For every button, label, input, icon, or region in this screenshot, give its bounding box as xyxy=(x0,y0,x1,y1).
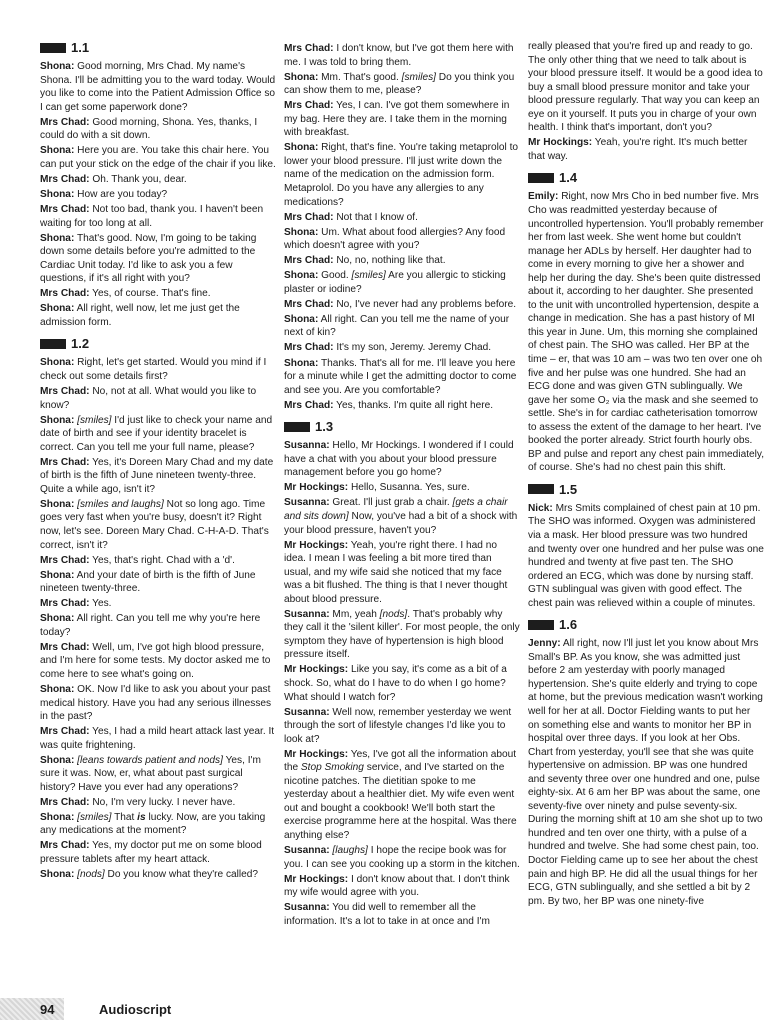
section-number: 1.4 xyxy=(559,170,578,186)
section-heading xyxy=(528,170,764,185)
dialogue-line xyxy=(284,439,520,480)
speaker-name: Shona: xyxy=(284,142,319,154)
spoken-text: Yes, it's Doreen Mary Chad and my date of birth is the fifth of June nineteen twenty-three. Quite a while ago, isn't it? xyxy=(40,456,274,495)
stage-direction: [smiles] xyxy=(77,811,112,823)
dialogue-line xyxy=(284,71,520,98)
section-number: 1.5 xyxy=(559,481,578,497)
dialogue-line xyxy=(40,754,276,795)
spoken-text: Do you know what they're called? xyxy=(104,869,259,881)
speaker-name: Mrs Chad: xyxy=(284,342,334,354)
spoken-text: I don't know, but I've got them here with me. I was told to bring them. xyxy=(284,43,514,68)
section-number: 1.6 xyxy=(559,617,578,632)
speaker-name: Mrs Chad: xyxy=(284,298,334,310)
speaker-name: Susanna: xyxy=(284,497,330,509)
dialogue-line xyxy=(284,901,520,928)
section-marker-block xyxy=(40,339,66,349)
spoken-text: Mrs Smits complained of chest pain at 10 pm. The SHO was informed. Oxygen was administered via a mask. Her blood pressure was two hundred and twenty over one hundred and her pulse was one hundred and twenty at five past ten. The SHO ordered an ECG, which was done by nursing staff. GTN sublingual was given with good effect. The chest pain was relieved within a couple of minutes. xyxy=(528,502,764,609)
dialogue-line xyxy=(40,796,276,810)
spoken-text: Are you allergic to sticking plaster or iodine? xyxy=(284,270,506,295)
speaker-name: Shona: xyxy=(40,869,75,881)
section-heading xyxy=(284,419,520,434)
spoken-text: No, I've never had any problems before. xyxy=(333,298,517,310)
audioscript-column-1 xyxy=(40,40,276,883)
spoken-text: OK. Now I'd like to ask you about your past medical history. Have you had any serious illnesses in the past? xyxy=(40,683,272,723)
spoken-text: Oh. Thank you, dear. xyxy=(89,173,187,185)
dialogue-line xyxy=(40,811,276,838)
spoken-text: That xyxy=(111,811,138,823)
dialogue-line xyxy=(40,232,276,286)
dialogue-line xyxy=(40,456,276,497)
dialogue-line xyxy=(284,539,520,607)
speaker-name: Nick: xyxy=(528,502,553,514)
dialogue-line xyxy=(284,341,520,355)
dialogue-line xyxy=(528,190,764,474)
dialogue-line xyxy=(40,725,276,752)
spoken-text: lucky. Now, are you taking any medications at the moment? xyxy=(40,811,266,837)
speaker-name: Mrs Chad: xyxy=(40,288,90,300)
stage-direction: [leans towards patient and nods] xyxy=(77,754,223,766)
spoken-text: No, no, nothing like that. xyxy=(333,255,446,267)
spoken-text: Well, um, I've got high blood pressure, and I'm here for some tests. My doctor asked me to come here to see what's going on. xyxy=(40,641,271,680)
speaker-name: Mr Hockings: xyxy=(284,748,349,760)
dialogue-line xyxy=(40,188,276,202)
dialogue-line xyxy=(284,706,520,747)
spoken-text: Yes, my doctor put me on some blood pressure tablets after my heart attack. xyxy=(40,840,262,866)
speaker-name: Shona: xyxy=(40,414,75,426)
dialogue-line xyxy=(40,60,276,114)
spoken-text: No, I'm very lucky. I never have. xyxy=(89,796,236,808)
section-marker-block xyxy=(528,484,554,494)
speaker-name: Shona: xyxy=(284,71,319,83)
section-heading xyxy=(40,40,276,55)
speaker-name: Mrs Chad: xyxy=(284,100,334,112)
dialogue-line xyxy=(40,356,276,383)
stage-direction: [smiles and laughs] xyxy=(77,498,164,510)
spoken-text: All right. Can you tell me the name of your next of kin? xyxy=(284,313,510,339)
audioscript-column-3 xyxy=(528,40,764,910)
dialogue-line xyxy=(284,748,520,843)
speaker-name: Mrs Chad: xyxy=(40,554,90,566)
spoken-text: . That's probably why they call it the 'silent killer'. For most people, the only symptom they have of hypertension is high blood pressure itself. xyxy=(284,608,520,661)
page-footer xyxy=(0,996,768,1024)
speaker-name: Shona: xyxy=(40,613,75,625)
spoken-text: Great. I'll just grab a chair. xyxy=(329,497,453,509)
dialogue-line xyxy=(284,873,520,900)
dialogue-line xyxy=(40,839,276,866)
spoken-text: Yes, thanks. I'm quite all right here. xyxy=(333,399,494,411)
spoken-text: really pleased that you're fired up and ready to go. The only other thing that we need to talk about is your blood pressure itself. It would be a good idea to buy a small blood pressure monitor and take your blood pressure regularly. That way you can keep an eye on it yourself. It puts you in charge of your own health. I think that's important, don't you? xyxy=(528,41,763,134)
speaker-name: Mrs Chad: xyxy=(40,173,90,185)
speaker-name: Mrs Chad: xyxy=(40,456,90,468)
speaker-name: Shona: xyxy=(40,188,75,200)
dialogue-line xyxy=(284,844,520,871)
speaker-name: Shona: xyxy=(40,498,75,510)
section-number: 1.1 xyxy=(71,39,90,55)
spoken-text: Good. xyxy=(318,270,352,282)
speaker-name: Susanna: xyxy=(284,440,330,452)
dialogue-line xyxy=(40,116,276,143)
speaker-name: Shona: xyxy=(40,61,75,72)
stage-direction: [smiles] xyxy=(351,270,386,282)
speaker-name: Shona: xyxy=(40,357,75,369)
dialogue-line xyxy=(40,498,276,552)
section-heading xyxy=(528,482,764,497)
spoken-text: Yes, that's right. Chad with a 'd'. xyxy=(89,554,235,566)
stage-direction: [smiles] xyxy=(401,71,436,83)
speaker-name: Shona: xyxy=(40,303,75,315)
spoken-text: All right, now I'll just let you know about Mrs Small's BP. As you know, she was admitted just before 2 am yesterday with poorly managed hypertension. She's quite elderly and trying to cope at home, but the previous medication wasn't working well for her at all. Doctor Fielding wants to put her on something else and wants to monitor her BP in hospital over three days. If you look at her Obs. Chart from yesterday, you'll see that she was quite hypertensive on admission. BP was one hundred and seventy three over one hundred and one, pulse eighty-six. At 6 am her BP was about the same, one seventy-five over ninety and pulse seventy-six. During the morning shift at 10 am she shot up to two hundred and ten over one thirty, with a pulse of a hundred and twelve. She had some chest pain, too. Doctor Fielding came up to see her about the chest pain and high BP. He did all the usual things for her ECG, GTN sublingually, and she settled a bit by 2 pm. By two, her BP was one ninety-five xyxy=(528,638,763,907)
dialogue-line xyxy=(40,302,276,329)
spoken-text: And your date of birth is the fifth of June nineteen twenty-three. xyxy=(40,569,256,595)
stage-direction: [gets a chair and sits down] xyxy=(284,497,508,522)
stage-direction: Stop Smoking xyxy=(300,762,364,774)
spoken-text: Good morning, Mrs Chad. My name's Shona. I'll be admitting you to the ward today. Would you like to come into the Patient Admission Office so I can get some paperwork done? xyxy=(40,61,276,113)
speaker-name: Shona: xyxy=(284,270,319,282)
speaker-name: Mrs Chad: xyxy=(40,796,90,808)
section-marker-block xyxy=(528,620,554,630)
spoken-text: Yes, I'm sure it was. Now, er, what about past surgical history? Have you ever had any operations? xyxy=(40,754,261,793)
spoken-text: Like you say, it's come as a bit of a shock. So, what do I have to do when I go home? What should I watch for? xyxy=(284,664,507,703)
dialogue-line xyxy=(40,144,276,171)
speaker-name: Susanna: xyxy=(284,608,330,620)
spoken-text: Well now, remember yesterday we went through the sort of lifestyle changes I'd like you to look at? xyxy=(284,706,512,745)
dialogue-line xyxy=(284,226,520,253)
speaker-name: Shona: xyxy=(40,232,75,244)
speaker-name: Shona: xyxy=(284,313,319,325)
speaker-name: Shona: xyxy=(40,683,75,695)
dialogue-line xyxy=(40,385,276,412)
speaker-name: Mrs Chad: xyxy=(284,211,334,223)
speaker-name: Mrs Chad: xyxy=(40,726,90,738)
emphasis-text: is xyxy=(137,811,146,823)
section-number: 1.2 xyxy=(71,336,90,352)
spoken-text: Um. What about food allergies? Any food which doesn't agree with you? xyxy=(284,226,506,252)
dialogue-line xyxy=(40,683,276,724)
spoken-text: I don't know about that. I don't think my wife would agree with you. xyxy=(284,873,510,899)
speaker-name: Shona: xyxy=(40,145,75,157)
spoken-text: It's my son, Jeremy. Jeremy Chad. xyxy=(333,342,492,354)
section-marker-block xyxy=(528,173,554,183)
speaker-name: Emily: xyxy=(528,191,559,203)
dialogue-line xyxy=(40,612,276,639)
spoken-text: Now, you've had a bit of a shock with your blood pressure, haven't you? xyxy=(284,510,518,536)
dialogue-line xyxy=(284,399,520,413)
speaker-name: Mr Hockings: xyxy=(284,482,349,494)
speaker-name: Shona: xyxy=(40,811,75,823)
stage-direction: [nods] xyxy=(379,608,408,620)
spoken-text: I'd just like to check your name and date of birth and see if your identity bracelet is correct. Can you tell me your full name, please? xyxy=(40,414,273,453)
speaker-name: Susanna: xyxy=(284,845,330,857)
speaker-name: Mrs Chad: xyxy=(40,203,90,215)
dialogue-line xyxy=(528,637,764,908)
spoken-text: No, not at all. What would you like to know? xyxy=(40,385,257,411)
spoken-text: Yeah, you're right there. I had no idea. I mean I was feeling a bit more tired than usual, and my wife said she noticed that my face was a bit flushed. The thing is that I never thought about blood pressure. xyxy=(284,539,508,605)
speaker-name: Mrs Chad: xyxy=(284,255,334,267)
dialogue-line xyxy=(40,868,276,882)
spoken-text: Here you are. You take this chair here. You can put your stick on the edge of the chair if you like. xyxy=(40,145,276,170)
spoken-text: Not that I know of. xyxy=(333,211,418,223)
spoken-text: I hope the recipe book was for you. I can see you cooking up a storm in the kitchen. xyxy=(284,845,520,870)
spoken-text: Not so long ago. Time goes very fast when you're busy, doesn't it? Right now, let's see. Doreen Mary Chad. C-H-A-D. That's correct, isn't it? xyxy=(40,498,269,551)
spoken-text: Right, let's get started. Would you mind if I check out some details first? xyxy=(40,357,267,382)
section-heading xyxy=(528,617,764,632)
spoken-text: Yes, I had a mild heart attack last year. It was quite frightening. xyxy=(40,726,275,751)
dialogue-line xyxy=(284,313,520,340)
spoken-text: Thanks. That's all for me. I'll leave you here for a minute while I get the admitting doctor to come and see you. Are you comfortable? xyxy=(284,357,517,396)
speaker-name: Shona: xyxy=(284,226,319,238)
spoken-text: Do you think you can show them to me, please? xyxy=(284,71,515,97)
spoken-text: All right, well now, let me just get the admission form. xyxy=(40,303,240,328)
dialogue-line xyxy=(284,99,520,140)
speaker-name: Shona: xyxy=(284,357,319,369)
dialogue-line xyxy=(284,254,520,268)
spoken-text: Mm, yeah xyxy=(329,608,380,620)
spoken-text: service, and I've started on the nicotine patches. The dietitian spoke to me yesterday about a healthier diet. My wife even went out and bought a cookbook! We'll both start the exercise programme here at the hospital. Was there anything else? xyxy=(284,762,517,842)
speaker-name: Mrs Chad: xyxy=(40,641,90,653)
dialogue-line xyxy=(528,136,764,163)
dialogue-line xyxy=(284,298,520,312)
page-number: 94 xyxy=(40,1002,55,1017)
speaker-name: Mr Hockings: xyxy=(284,873,349,885)
spoken-text: Yes, I've got all the information about the xyxy=(284,748,517,774)
dialogue-line xyxy=(284,141,520,209)
dialogue-line xyxy=(284,608,520,662)
dialogue-line xyxy=(284,481,520,495)
dialogue-line xyxy=(528,502,764,610)
spoken-text: You did well to remember all the information. It's a lot to take in at once and I'm xyxy=(284,902,490,927)
stage-direction: [nods] xyxy=(77,869,105,881)
dialogue-line xyxy=(40,203,276,230)
speaker-name: Mr Hockings: xyxy=(528,137,593,149)
spoken-text: How are you today? xyxy=(74,188,168,200)
speaker-name: Mrs Chad: xyxy=(40,840,90,852)
dialogue-line xyxy=(284,42,520,69)
spoken-text: Hello, Susanna. Yes, sure. xyxy=(348,482,470,494)
stage-direction: [smiles] xyxy=(77,414,112,426)
speaker-name: Susanna: xyxy=(284,902,330,914)
speaker-name: Mrs Chad: xyxy=(284,399,334,411)
spoken-text: Yes. xyxy=(89,598,112,610)
speaker-name: Mrs Chad: xyxy=(284,43,334,54)
running-title: Audioscript xyxy=(99,1002,172,1017)
spoken-text: Mm. That's good. xyxy=(318,71,402,83)
spoken-text: Good morning, Shona. Yes, thanks, I could do with a sit down. xyxy=(40,116,258,142)
spoken-text: Right, that's fine. You're taking metaprolol to lower your blood pressure. I'll just write down the name of the medication on the admission form. Metaprolol. Do you have any allergies to any medications? xyxy=(284,142,519,208)
dialogue-line xyxy=(40,641,276,682)
audioscript-column-2 xyxy=(284,42,520,930)
spoken-text: All right. Can you tell me why you're here today? xyxy=(40,613,261,638)
speaker-name: Mrs Chad: xyxy=(40,598,90,610)
spoken-text: Yes, of course. That's fine. xyxy=(89,288,211,300)
dialogue-line xyxy=(40,414,276,455)
speaker-name: Shona: xyxy=(40,569,75,581)
speaker-name: Jenny: xyxy=(528,638,561,650)
spoken-text: That's good. Now, I'm going to be taking down some details before you're admitted to the Cardiac Unit today. I'd like to ask you a few questions, if it's all right with you? xyxy=(40,232,257,285)
dialogue-line xyxy=(40,287,276,301)
section-heading xyxy=(40,336,276,351)
dialogue-line xyxy=(40,554,276,568)
stage-direction: [laughs] xyxy=(332,845,368,857)
dialogue-line xyxy=(40,173,276,187)
dialogue-line xyxy=(284,663,520,704)
speaker-name: Mr Hockings: xyxy=(284,539,349,551)
dialogue-line xyxy=(284,211,520,225)
dialogue-line xyxy=(284,357,520,398)
spoken-text: Hello, Mr Hockings. I wondered if I could have a chat with you about your blood pressure management before you go home? xyxy=(284,440,514,479)
section-number: 1.3 xyxy=(315,418,334,434)
dialogue-line xyxy=(284,269,520,296)
section-marker-block xyxy=(284,422,310,432)
speaker-name: Shona: xyxy=(40,754,75,766)
section-marker-block xyxy=(40,43,66,53)
dialogue-line xyxy=(528,40,764,135)
speaker-name: Susanna: xyxy=(284,706,330,718)
spoken-text: Yeah, you're right. It's much better that way. xyxy=(528,137,748,162)
dialogue-line xyxy=(40,597,276,611)
speaker-name: Mrs Chad: xyxy=(40,116,90,128)
spoken-text: Yes, I can. I've got them somewhere in my bag. Here they are. I take them in the morning with breakfast. xyxy=(284,100,510,139)
dialogue-line xyxy=(284,496,520,537)
spoken-text: Not too bad, thank you. I haven't been waiting for too long at all. xyxy=(40,203,264,229)
speaker-name: Mrs Chad: xyxy=(40,385,90,397)
speaker-name: Mr Hockings: xyxy=(284,664,349,676)
spoken-text: Right, now Mrs Cho in bed number five. Mrs Cho was readmitted yesterday because of uncontrolled hypertension. You'll probably remember her from last week. She went home but couldn't manage her ADLs by herself. Her daughter had to come in every morning to give her a shower and help her during the day. She's been quite distressed about it, according to her daughter. She presented to the unit with uncontrolled hypertension, despite a change in medication. She has a past history of MI this year in June. Um, this morning she complained of chest pain. The SHO was called. Her BP at the time – er, that was 10 am – was two ten over one oh five and her pulse was one hundred. She had an ECG done and was given GTN sublingually. We gave her some O₂ via the mask and she seemed to settle. She's in for cardiac catheterisation tomorrow to assess the extent of the damage to her heart. I've booked the porter already. Strict fourth hourly obs. BP and pulse and report any chest pain immediately, of course. She's had no chest pain this shift. xyxy=(528,191,765,474)
dialogue-line xyxy=(40,569,276,596)
